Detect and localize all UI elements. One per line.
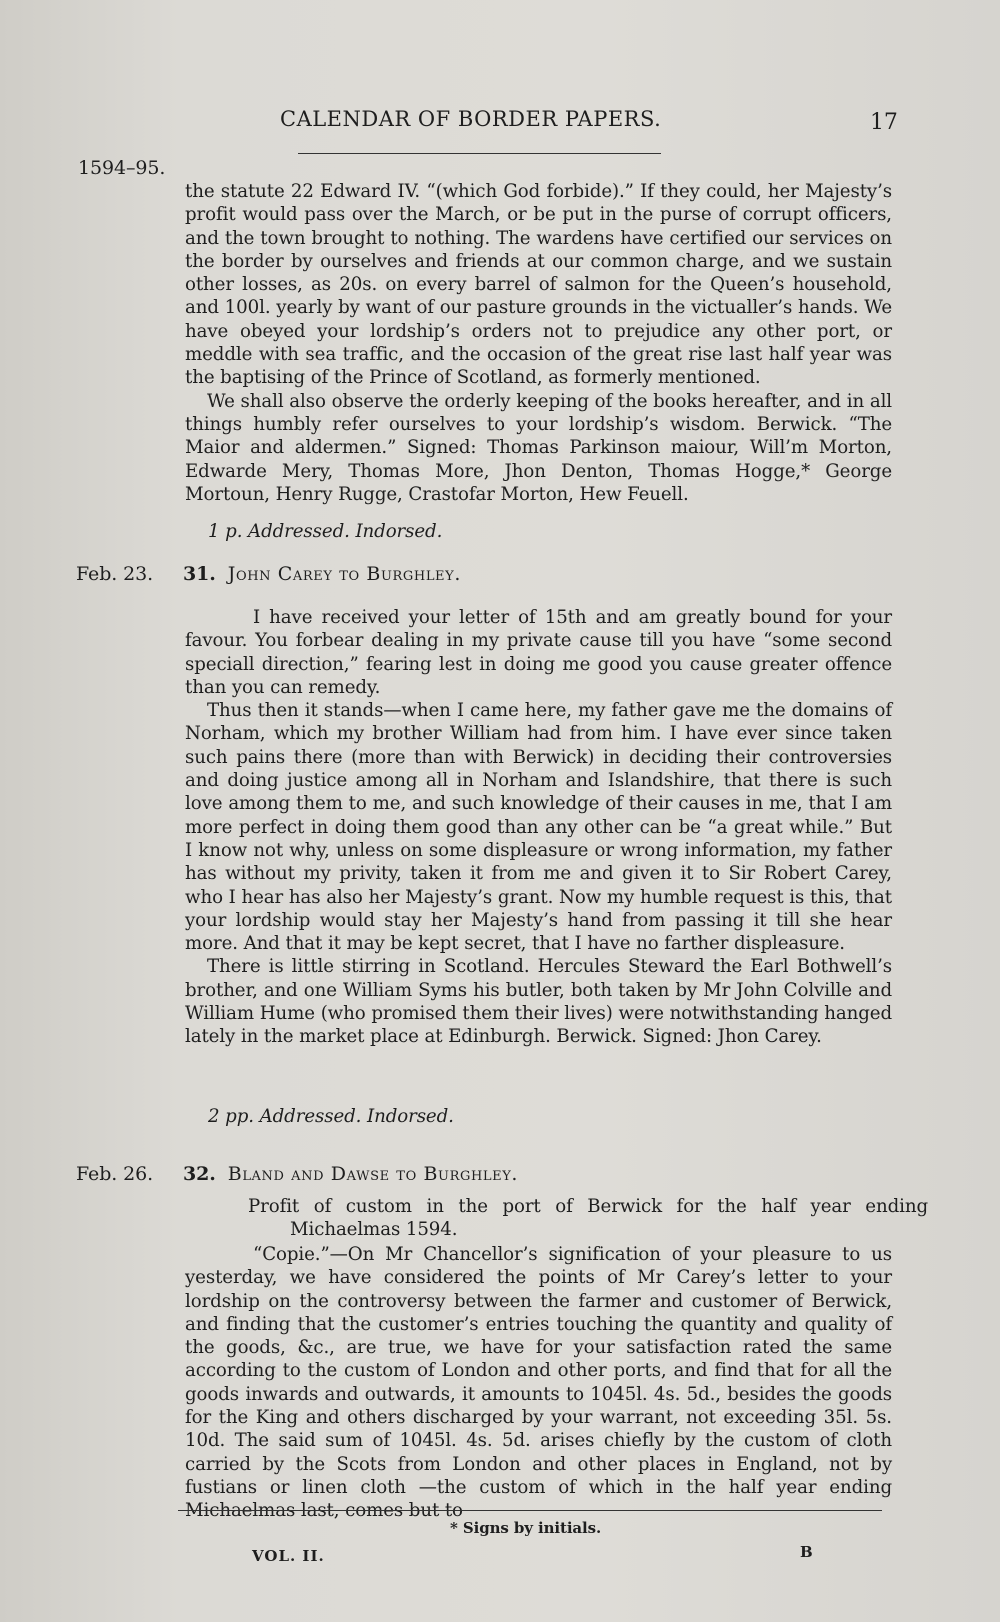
entry-summary: Profit of custom in the port of Berwick for the half year ending Michaelmas 1594. bbox=[248, 1196, 928, 1241]
footnote-rule bbox=[178, 1510, 882, 1511]
volume-label: VOL. II. bbox=[252, 1547, 325, 1565]
running-header: CALENDAR OF BORDER PAPERS. bbox=[280, 107, 662, 131]
signature-mark: B bbox=[800, 1543, 813, 1561]
entry-heading bbox=[183, 563, 461, 586]
entry-31-text bbox=[185, 606, 892, 1049]
entry-title: Bland and Dawse to Burghley. bbox=[227, 1163, 519, 1185]
paragraph: I have received your letter of 15th and am greatly bound for your favour. You forbear dealing in my private cause till you have “some second speciall direction,” fearing lest in doing me good you cause greater offence than you can remedy. bbox=[185, 607, 892, 698]
document-note: 2 pp. Addressed. Indorsed. bbox=[208, 1106, 454, 1127]
page-number: 17 bbox=[870, 110, 898, 135]
continuation-text bbox=[185, 180, 892, 506]
entry-title: John Carey to Burghley. bbox=[227, 563, 461, 585]
footnote: * Signs by initials. bbox=[450, 1519, 602, 1537]
entry-number: 31. bbox=[183, 563, 216, 585]
paragraph: We shall also observe the orderly keeping of the books hereafter, and in all things humbly refer ourselves to your lordship’s wisdom. Berwick. “The Maior and aldermen.” Signed: Thomas Parkinson maiour, Will’m Morton, Edwarde Mery, Thomas More, Jhon Denton, Thomas Hogge,* George Mortoun, Henry Rugge, Crastofar Morton, Hew Feuell. bbox=[185, 390, 892, 505]
paragraph: the statute 22 Edward IV. “(which God forbide).” If they could, her Majesty’s profit would pass over the March, or be put in the purse of corrupt officers, and the town brought to nothing. The wardens have certified our services on the border by ourselves and friends at our common charge, and we sustain other losses, as 20s. on every barrel of salmon for the Queen’s household, and 100l. yearly by want of our pasture grounds in the victualler’s hands. We have obeyed your lordship’s orders not to prejudice any other port, or meddle with sea traffic, and the occasion of the great rise last half year was the baptising of the Prince of Scotland, as formerly mentioned. bbox=[185, 181, 892, 389]
document-note: 1 p. Addressed. Indorsed. bbox=[208, 521, 443, 542]
paragraph: Thus then it stands—when I came here, my father gave me the domains of Norham, which my brother William had from him. I have ever since taken such pains there (more than with Berwick) in deciding their controversies and doing justice among all in Norham and Islandshire, that there is such love among them to me, and such knowledge of their causes in me, that I am more perfect in doing them good than any other can be “a great while.” But I know not why, unless on some displeasure or wrong information, my father has without my privity, taken it from me and given it to Sir Robert Carey, who I hear has also her Majesty’s grant. Now my humble request is this, that your lordship would stay her Majesty’s hand from passing it till she hear more. And that it may be kept secret, that I have no farther displeasure. bbox=[185, 700, 892, 955]
entry-date: Feb. 23. bbox=[76, 563, 154, 585]
entry-number: 32. bbox=[183, 1163, 216, 1185]
margin-year: 1594–95. bbox=[78, 157, 166, 179]
entry-32-text bbox=[185, 1243, 892, 1523]
header-rule bbox=[298, 153, 661, 154]
paragraph: There is little stirring in Scotland. Hercules Steward the Earl Bothwell’s brother, and one William Syms his butler, both taken by Mr John Colville and William Hume (who promised them their lives) were notwithstanding hanged lately in the market place at Edinburgh. Berwick. Signed: Jhon Carey. bbox=[185, 956, 892, 1048]
entry-date: Feb. 26. bbox=[76, 1163, 154, 1185]
entry-heading bbox=[183, 1163, 518, 1186]
paragraph: “Copie.”—On Mr Chancellor’s signification of your pleasure to us yesterday, we have considered the points of Mr Carey’s letter to your lordship on the controversy between the farmer and customer of Berwick, and finding that the customer’s entries touching the quantity and quality of the goods, &c., are true, we have for your satisfaction rated the same according to the custom of London and other ports, and find that for all the goods inwards and outwards, it amounts to 1045l. 4s. 5d., besides the goods for the King and others discharged by your warrant, not exceeding 35l. 5s. 10d. The said sum of 1045l. 4s. 5d. arises chiefly by the custom of cloth carried by the Scots from London and other places in England, not by fustians or linen cloth —the custom of which in the half year ending Michaelmas last, comes but to bbox=[185, 1244, 892, 1522]
